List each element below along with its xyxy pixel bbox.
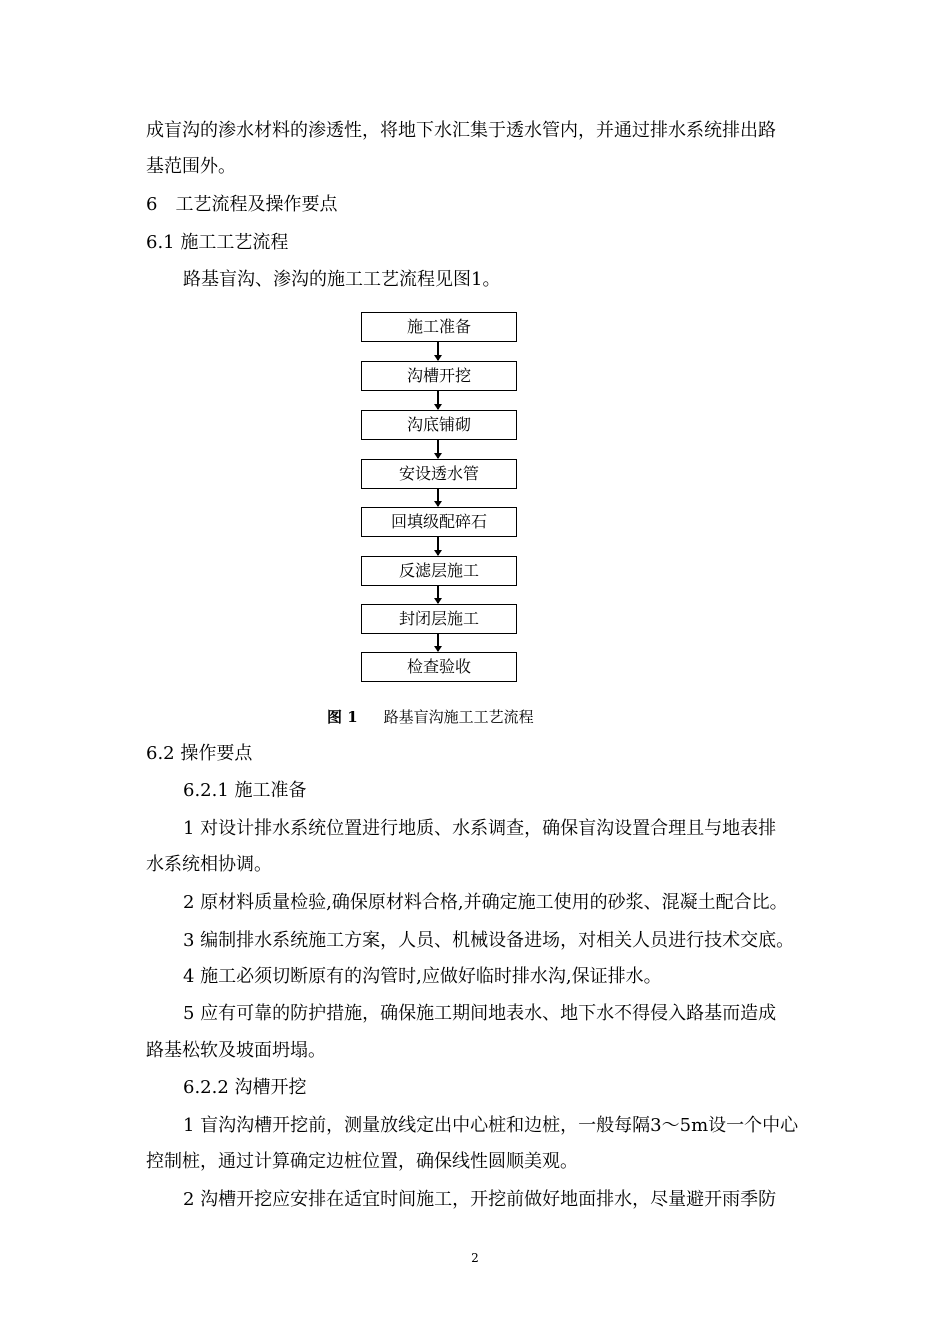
paragraph-line: 水系统相协调。: [146, 854, 272, 875]
flow-step: 反滤层施工: [361, 556, 517, 586]
paragraph-line: 5 应有可靠的防护措施，确保施工期间地表水、地下水不得侵入路基而造成: [183, 1003, 777, 1024]
flow-arrow: [437, 391, 439, 409]
flow-arrow: [437, 440, 439, 458]
figure-caption: [327, 707, 534, 727]
paragraph-line: 3 编制排水系统施工方案，人员、机械设备进场，对相关人员进行技术交底。: [183, 930, 795, 951]
figure-title: 路基盲沟施工工艺流程: [383, 708, 534, 726]
paragraph-line: 基范围外。: [146, 156, 236, 177]
paragraph-line: 2 沟槽开挖应安排在适宜时间施工，开挖前做好地面排水，尽量避开雨季防: [183, 1189, 777, 1210]
paragraph-line: 控制桩，通过计算确定边桩位置，确保线性圆顺美观。: [146, 1151, 578, 1172]
paragraph-line: 2 原材料质量检验,确保原材料合格,并确定施工使用的砂浆、混凝土配合比。: [183, 892, 788, 913]
subsection-heading-6-2-1: 6.2.1 施工准备: [183, 780, 307, 801]
section-heading-6-2: 6.2 操作要点: [146, 743, 253, 764]
subsection-heading-6-2-2: 6.2.2 沟槽开挖: [183, 1077, 307, 1098]
paragraph-line: 4 施工必须切断原有的沟管时,应做好临时排水沟,保证排水。: [183, 966, 662, 987]
figure-number: 图 1: [327, 708, 358, 726]
flow-arrow: [437, 537, 439, 555]
section-heading-6: 6 工艺流程及操作要点: [146, 194, 338, 215]
flow-arrow: [437, 634, 439, 651]
flow-step: 沟底铺砌: [361, 410, 517, 440]
flow-step: 检查验收: [361, 652, 517, 682]
section-heading-6-1: 6.1 施工工艺流程: [146, 232, 289, 253]
flow-arrow: [437, 586, 439, 603]
flow-arrow: [437, 489, 439, 506]
paragraph-line: 路基盲沟、渗沟的施工工艺流程见图1。: [183, 269, 501, 290]
flow-step: 施工准备: [361, 312, 517, 342]
flow-step: 回填级配碎石: [361, 507, 517, 537]
paragraph-line: 成盲沟的渗水材料的渗透性，将地下水汇集于透水管内，并通过排水系统排出路: [146, 120, 776, 141]
flow-step: 封闭层施工: [361, 604, 517, 634]
flow-arrow: [437, 342, 439, 360]
paragraph-line: 1 盲沟沟槽开挖前，测量放线定出中心桩和边桩，一般每隔3～5m设一个中心: [183, 1115, 799, 1136]
page-number: 2: [471, 1251, 479, 1265]
flow-step: 沟槽开挖: [361, 361, 517, 391]
paragraph-line: 路基松软及坡面坍塌。: [146, 1040, 326, 1061]
paragraph-line: 1 对设计排水系统位置进行地质、水系调查，确保盲沟设置合理且与地表排: [183, 818, 777, 839]
flow-step: 安设透水管: [361, 459, 517, 489]
